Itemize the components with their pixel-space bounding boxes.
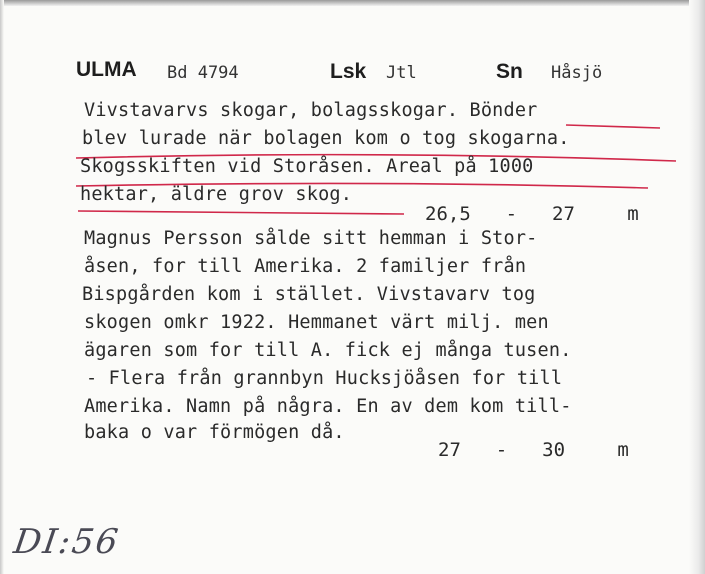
recording-range-1 (425, 203, 639, 225)
range-2-from: 27 (438, 439, 461, 461)
range-2-to: 30 (542, 439, 566, 461)
range-1-to: 27 (552, 203, 575, 225)
text-line-7: Bispgården kom i stället. Vivstavarv tog (82, 284, 536, 305)
socken-label: Sn (496, 60, 523, 83)
socken-value: Håsjö (551, 63, 603, 83)
range-1-unit: m (627, 203, 639, 225)
archive-code: ULMA (76, 58, 137, 81)
volume-number: Bd 4794 (167, 63, 239, 83)
text-line-2: blev lurade när bolagen kom o tog skogarna. (82, 128, 570, 149)
text-line-4: hektar, äldre grov skog. (80, 184, 353, 205)
underline-1 (566, 125, 660, 128)
text-line-10: - Flera från grannbyn Hucksjöåsen for till (86, 368, 563, 389)
range-1-from: 26,5 (425, 203, 471, 225)
text-line-12: baka o var förmögen då. (84, 422, 345, 443)
underline-4 (78, 211, 404, 214)
text-line-5: Magnus Persson sålde sitt hemman i Stor- (84, 228, 538, 249)
text-line-11: Amerika. Namn på några. En av dem kom till- (84, 396, 572, 417)
text-line-8: skogen omkr 1922. Hemmanet värt milj. men (84, 312, 549, 333)
range-1-dash: - (505, 203, 518, 225)
recording-range-2 (438, 439, 629, 461)
text-line-9: ägaren som for till A. fick ej många tusen. (84, 340, 572, 361)
text-line-1: Vivstavarvs skogar, bolagsskogar. Bönder (84, 100, 538, 121)
landskap-label: Lsk (330, 60, 367, 83)
handwritten-call-number: DI:56 (11, 522, 123, 562)
text-line-6: åsen, for till Amerika. 2 familjer från (84, 256, 527, 277)
range-2-dash: - (495, 439, 508, 461)
range-2-unit: m (617, 439, 629, 461)
text-line-3: Skogsskiften vid Storåsen. Areal på 1000 (80, 156, 534, 177)
landskap-value: Jtl (386, 63, 417, 83)
